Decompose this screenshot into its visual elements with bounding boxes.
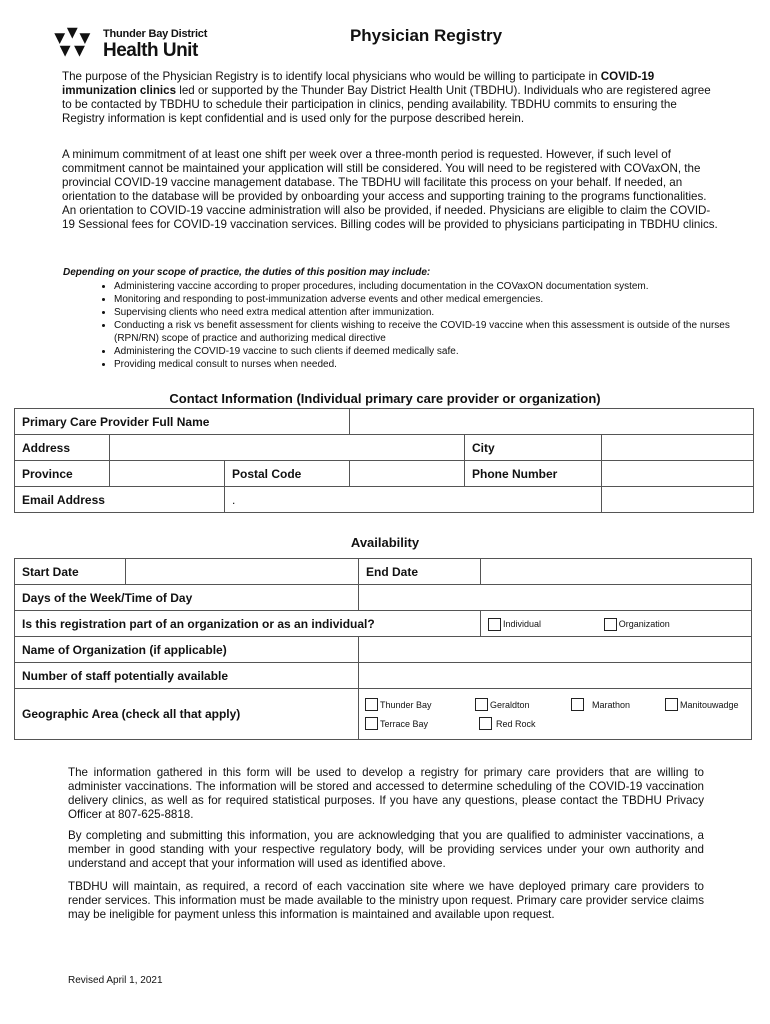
- list-item: • Supervising clients who need extra medical attention after immunization.: [114, 306, 734, 319]
- end-date-label: End Date: [359, 559, 481, 585]
- geraldton-checkbox[interactable]: Geraldton: [475, 697, 530, 711]
- red-rock-checkbox[interactable]: Red Rock: [479, 716, 536, 730]
- organization-checkbox[interactable]: Organization: [604, 616, 670, 630]
- email-field-extra[interactable]: [602, 487, 754, 513]
- revision-date: Revised April 1, 2021: [68, 975, 163, 986]
- individual-checkbox[interactable]: Individual: [488, 616, 541, 630]
- closing-paragraph-2: By completing and submitting this information, you are acknowledging that you are qualified to administer vaccinations, a member in good standing with your respective regulatory body, will be providing services under your own authority and understand and accept that your information will used as identified above.: [68, 829, 704, 870]
- list-item: • Monitoring and responding to post-immunization adverse events and other medical emergencies.: [114, 293, 734, 306]
- checkbox-icon: [365, 698, 378, 711]
- duties-list: [70, 280, 734, 371]
- start-date-label: Start Date: [15, 559, 126, 585]
- manitouwadge-checkbox[interactable]: Manitouwadge: [665, 697, 739, 711]
- geo-label: Geographic Area (check all that apply): [15, 689, 359, 740]
- list-item: • Conducting a risk vs benefit assessment for clients wishing to receive the COVID-19 vaccine when this assessment is outside of the nurses (RPN/RN) scope of practice and authorizing medical directive: [114, 319, 734, 345]
- city-field[interactable]: [602, 435, 754, 461]
- end-date-field[interactable]: [481, 559, 752, 585]
- email-label: Email Address: [15, 487, 225, 513]
- checkbox-icon: [665, 698, 678, 711]
- checkbox-icon: [479, 717, 492, 730]
- list-item: • Administering vaccine according to proper procedures, including documentation in the COVaxON documentation system.: [114, 280, 734, 293]
- closing-paragraph-3: TBDHU will maintain, as required, a record of each vaccination site where we have deployed primary care providers to render services. This information must be made available to the ministry upon request. Primary care provider service claims may be ineligible for payment unless this information is maintained and available upon request.: [68, 880, 704, 921]
- start-date-field[interactable]: [126, 559, 359, 585]
- org-name-field[interactable]: [359, 637, 752, 663]
- address-field[interactable]: [110, 435, 465, 461]
- postal-code-field[interactable]: [350, 461, 465, 487]
- contact-table: [14, 408, 754, 513]
- province-label: Province: [15, 461, 110, 487]
- closing-paragraph-1: The information gathered in this form will be used to develop a registry for primary care providers that are willing to administer vaccinations. The information will be stored and accessed to determine scheduling of the COVID-19 vaccination delivery clinics, as well as for required statistical purposes. If you have any questions, please contact the TBDHU Privacy Officer at 807-625-8818.: [68, 766, 704, 821]
- staff-label: Number of staff potentially available: [15, 663, 359, 689]
- org-name-line1: Thunder Bay District: [103, 28, 208, 40]
- checkbox-icon: [365, 717, 378, 730]
- list-item: • Administering the COVID-19 vaccine to such clients if deemed medically safe.: [114, 345, 734, 358]
- contact-heading: Contact Information (Individual primary care provider or organization): [169, 391, 601, 406]
- days-field[interactable]: [359, 585, 752, 611]
- city-label: City: [465, 435, 602, 461]
- checkbox-icon: [571, 698, 584, 711]
- list-item: • Providing medical consult to nurses when needed.: [114, 358, 734, 371]
- marathon-checkbox[interactable]: Marathon: [571, 697, 630, 711]
- duties-heading: Depending on your scope of practice, the duties of this position may include:: [63, 267, 431, 278]
- page-title: Physician Registry: [349, 26, 503, 45]
- address-label: Address: [15, 435, 110, 461]
- thunder-bay-checkbox[interactable]: Thunder Bay: [365, 697, 432, 711]
- province-field[interactable]: [110, 461, 225, 487]
- geo-options: [359, 689, 752, 740]
- checkbox-icon: [488, 618, 501, 631]
- full-name-field[interactable]: [350, 409, 754, 435]
- checkbox-icon: [475, 698, 488, 711]
- registration-label: Is this registration part of an organization or as an individual?: [15, 611, 481, 637]
- availability-heading: Availability: [350, 535, 420, 550]
- days-label: Days of the Week/Time of Day: [15, 585, 359, 611]
- intro-paragraph-2: A minimum commitment of at least one shift per week over a three-month period is requested. However, if such level of commitment cannot be maintained your application will still be considered. You will need to be registered with COVaxON, the provincial COVID-19 vaccine management database. The TBDHU will facilitate this process on your behalf. If needed, an orientation to the database will be provided by onboarding your access and supporting training to the programs functionalities. An orientation to COVID-19 vaccine administration will also be provided, if needed. Physicians are eligible to claim the COVID-19 Sessional fees for COVID-19 vaccination services. Billing codes will be provided to physicians participating in TBDHU clinics.: [62, 148, 718, 231]
- checkbox-icon: [604, 618, 617, 631]
- registration-options: [481, 611, 752, 637]
- full-name-label: Primary Care Provider Full Name: [15, 409, 350, 435]
- intro-paragraph-1: The purpose of the Physician Registry is to identify local physicians who would be willing to participate in COVID-19 immunization clinics led or supported by the Thunder Bay District Health Unit (TBDHU). Individuals who are registered agree to be contacted by TBDHU to schedule their participation in clinics, pending availability. TBDHU commits to ensuring the Registry information is kept confidential and is used only for the purpose described herein.: [62, 70, 711, 125]
- org-name-line2: Health Unit: [103, 40, 198, 61]
- phone-label: Phone Number: [465, 461, 602, 487]
- postal-code-label: Postal Code: [225, 461, 350, 487]
- staff-field[interactable]: [359, 663, 752, 689]
- email-field[interactable]: .: [225, 487, 602, 513]
- org-name-label: Name of Organization (if applicable): [15, 637, 359, 663]
- availability-table: [14, 558, 752, 740]
- phone-field[interactable]: [602, 461, 754, 487]
- terrace-bay-checkbox[interactable]: Terrace Bay: [365, 716, 428, 730]
